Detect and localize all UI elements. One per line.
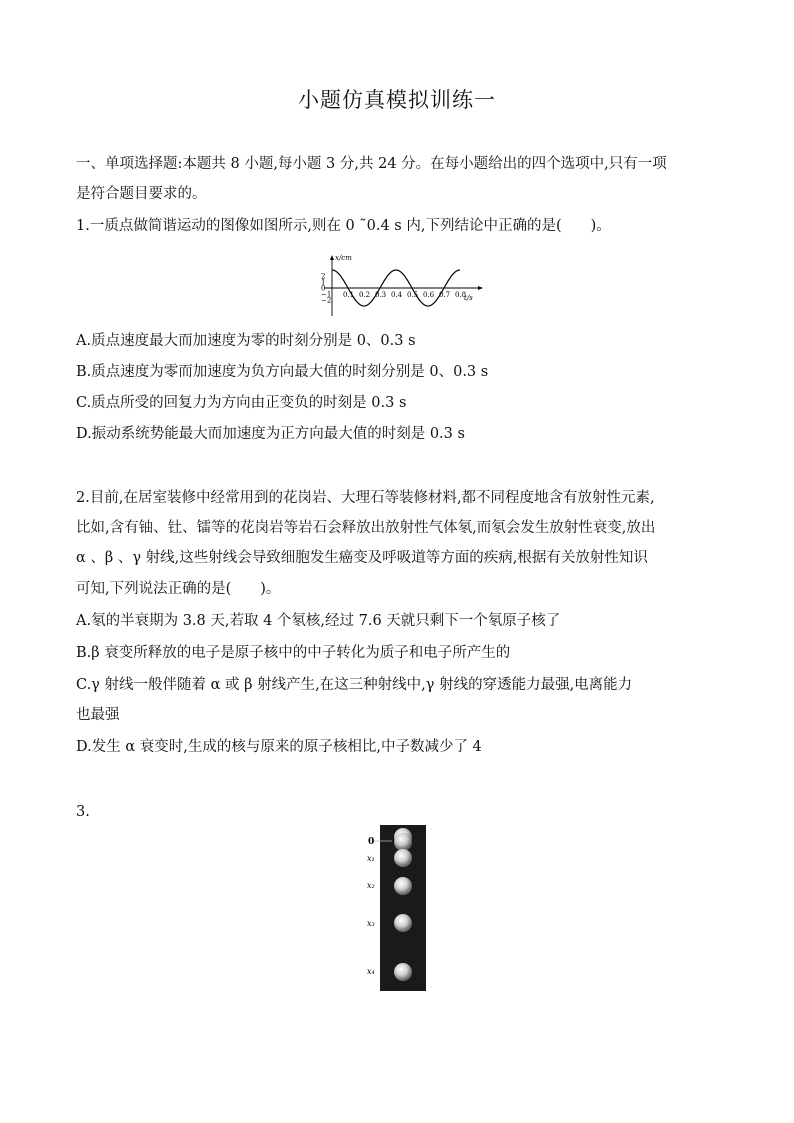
- label-0: 0: [368, 837, 375, 847]
- q3-strobe-photo: [362, 825, 432, 991]
- q1-option-b: B.质点速度为零而加速度为负方向最大值的时刻分别是 0、0.3 s: [76, 364, 489, 380]
- x-tick-label: 0.3: [375, 291, 387, 299]
- section-heading-line-2: 是符合题目要求的。: [76, 186, 207, 202]
- q1-option-d: D.振动系统势能最大而加速度为正方向最大值的时刻是 0.3 s: [76, 426, 465, 442]
- q1-option-a: A.质点速度最大而加速度为零的时刻分别是 0、0.3 s: [76, 333, 416, 349]
- y-tick-label: −1: [321, 290, 332, 299]
- ball-position-3: [394, 914, 412, 932]
- ball-position-1: [394, 849, 412, 867]
- ball-position-4: [394, 963, 412, 981]
- x-tick-label: 0.6: [423, 291, 435, 299]
- x-tick-label: 0.4: [391, 291, 403, 299]
- x-tick-label: 0.1: [343, 291, 355, 299]
- label-x2: x₂: [367, 881, 375, 890]
- q2-stem-line-1: 2.目前,在居室装修中经常用到的花岗岩、大理石等装修材料,都不同程度地含有放射性元素,: [76, 490, 655, 506]
- q2-stem-line-2: 比如,含有铀、钍、镭等的花岗岩等岩石会释放出放射性气体氡,而氡会发生放射性衰变,放出: [76, 520, 656, 536]
- ball-position-2: [394, 877, 412, 895]
- label-x4: x₄: [367, 967, 375, 976]
- ball-position-0b: [394, 833, 412, 851]
- x-tick-label: 0.2: [359, 291, 371, 299]
- y-axis-label: x/cm: [335, 254, 352, 262]
- q1-stem: 1.一质点做简谐运动的图像如图所示,则在 0 ˜0.4 s 内,下列结论中正确的是( )。: [76, 218, 611, 234]
- q2-option-d: D.发生 α 衰变时,生成的核与原来的原子核相比,中子数减少了 4: [76, 739, 482, 755]
- y-tick-label: −2: [321, 296, 332, 305]
- x-axis-label: t/s: [464, 294, 473, 302]
- y-tick-label: 1: [321, 278, 326, 287]
- y-tick-label: 2: [321, 272, 326, 281]
- q2-option-a: A.氡的半衰期为 3.8 天,若取 4 个氡核,经过 7.6 天就只剩下一个氡原子核了: [76, 613, 561, 629]
- x-axis-arrow-icon: [478, 286, 483, 290]
- q3-label: 3.: [76, 804, 90, 820]
- x-tick-labels: [343, 291, 466, 299]
- q2-stem-line-4: 可知,下列说法正确的是( )。: [76, 581, 281, 597]
- x-tick-label: 0.5: [407, 291, 419, 299]
- label-x1: x₁: [367, 854, 375, 863]
- y-tick-label: 0: [321, 284, 326, 293]
- y-tick-labels: [321, 273, 331, 305]
- x-tick-label: 0.7: [439, 291, 451, 299]
- q2-stem-line-3: α 、β 、γ 射线,这些射线会导致细胞发生癌变及呼吸道等方面的疾病,根据有关放射性知识: [76, 550, 648, 566]
- x-tick-label: 0.8: [455, 291, 467, 299]
- page-title: 小题仿真模拟训练一: [298, 88, 496, 112]
- q2-option-c-line-2: 也最强: [76, 707, 120, 723]
- q1-option-c: C.质点所受的回复力为方向由正变负的时刻是 0.3 s: [76, 395, 407, 411]
- section-heading-line-1: 一、单项选择题:本题共 8 小题,每小题 3 分,共 24 分。在每小题给出的四个选项中,只有一项: [76, 156, 667, 172]
- q1-oscillation-graph: [310, 250, 490, 320]
- y-axis-arrow-icon: [330, 255, 334, 260]
- q2-option-c-line-1: C.γ 射线一般伴随着 α 或 β 射线产生,在这三种射线中,γ 射线的穿透能力最强,电离能力: [76, 677, 633, 693]
- label-x3: x₃: [367, 919, 375, 928]
- q2-option-b: B.β 衰变所释放的电子是原子核中的中子转化为质子和电子所产生的: [76, 645, 511, 661]
